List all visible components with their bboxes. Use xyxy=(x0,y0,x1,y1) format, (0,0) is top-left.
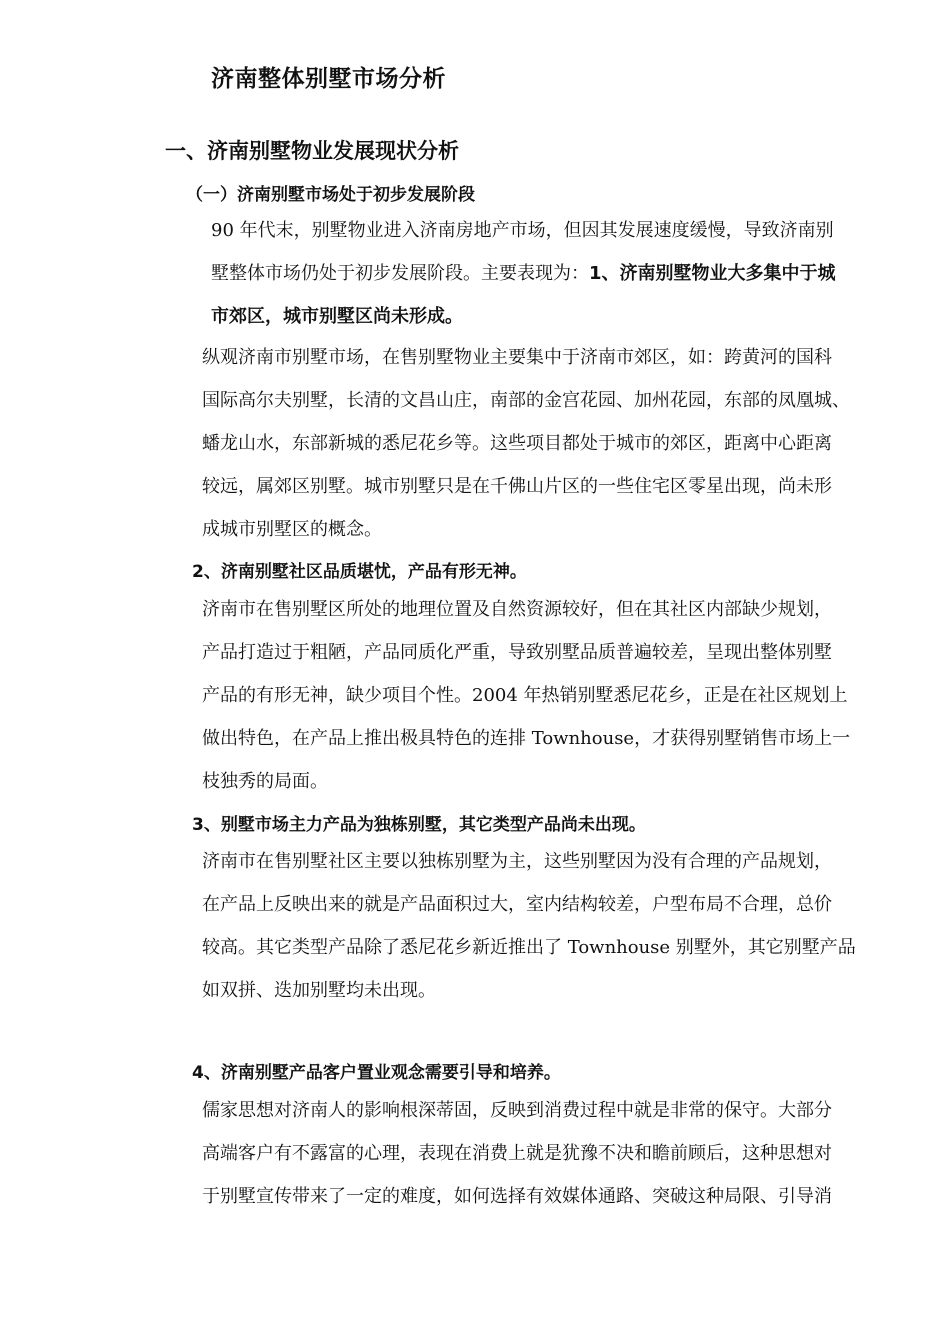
paragraph-line: 成城市别墅区的概念。 xyxy=(202,519,382,540)
paragraph-line: 儒家思想对济南人的影响根深蒂固，反映到消费过程中就是非常的保守。大部分 xyxy=(202,1100,832,1121)
paragraph-line: 济南市在售别墅社区主要以独栋别墅为主，这些别墅因为没有合理的产品规划， xyxy=(202,851,832,872)
subsection-heading-1: （一）济南别墅市场处于初步发展阶段 xyxy=(186,185,475,205)
intro-line-1: 90 年代末，别墅物业进入济南房地产市场，但因其发展速度缓慢，导致济南别 xyxy=(211,220,834,241)
paragraph-line: 较远，属郊区别墅。城市别墅只是在千佛山片区的一些住宅区零星出现，尚未形 xyxy=(202,476,832,497)
paragraph-line: 枝独秀的局面。 xyxy=(202,771,328,792)
intro-line-2-text: 墅整体市场仍处于初步发展阶段。主要表现为： xyxy=(211,263,589,284)
intro-line-2 xyxy=(211,252,836,295)
point-heading-3: 3、别墅市场主力产品为独栋别墅，其它类型产品尚未出现。 xyxy=(192,815,646,835)
paragraph-line: 于别墅宣传带来了一定的难度，如何选择有效媒体通路、突破这种局限、引导消 xyxy=(202,1186,832,1207)
paragraph-line: 产品的有形无神，缺少项目个性。2004 年热销别墅悉尼花乡，正是在社区规划上 xyxy=(202,685,848,706)
document-title: 济南整体别墅市场分析 xyxy=(211,66,446,92)
paragraph-line: 济南市在售别墅区所处的地理位置及自然资源较好，但在其社区内部缺少规划， xyxy=(202,599,832,620)
paragraph-line: 高端客户有不露富的心理，表现在消费上就是犹豫不决和瞻前顾后，这种思想对 xyxy=(202,1143,832,1164)
paragraph-line: 如双拼、迭加别墅均未出现。 xyxy=(202,980,436,1001)
paragraph-1 xyxy=(202,336,850,551)
paragraph-line: 蟠龙山水，东部新城的悉尼花乡等。这些项目都处于城市的郊区，距离中心距离 xyxy=(202,433,832,454)
intro-line-3-bold: 市郊区，城市别墅区尚未形成。 xyxy=(211,306,463,327)
paragraph-line: 在产品上反映出来的就是产品面积过大，室内结构较差，户型布局不合理，总价 xyxy=(202,894,832,915)
paragraph-line: 国际高尔夫别墅，长清的文昌山庄，南部的金宫花园、加州花园，东部的凤凰城、 xyxy=(202,390,850,411)
paragraph-3 xyxy=(202,840,856,1012)
intro-paragraph xyxy=(211,209,836,338)
paragraph-line: 做出特色，在产品上推出极具特色的连排 Townhouse，才获得别墅销售市场上一 xyxy=(202,728,851,749)
intro-line-2-bold: 1、济南别墅物业大多集中于城 xyxy=(589,263,836,284)
section-heading-1: 一、济南别墅物业发展现状分析 xyxy=(165,139,459,163)
paragraph-2 xyxy=(202,588,850,803)
paragraph-4 xyxy=(202,1089,832,1218)
point-heading-2: 2、济南别墅社区品质堪忧，产品有形无神。 xyxy=(192,562,527,582)
paragraph-line: 纵观济南市别墅市场，在售别墅物业主要集中于济南市郊区，如：跨黄河的国科 xyxy=(202,347,832,368)
paragraph-line: 产品打造过于粗陋，产品同质化严重，导致别墅品质普遍较差，呈现出整体别墅 xyxy=(202,642,832,663)
point-heading-4: 4、济南别墅产品客户置业观念需要引导和培养。 xyxy=(192,1063,561,1083)
paragraph-line: 较高。其它类型产品除了悉尼花乡新近推出了 Townhouse 别墅外，其它别墅产品 xyxy=(202,937,856,958)
